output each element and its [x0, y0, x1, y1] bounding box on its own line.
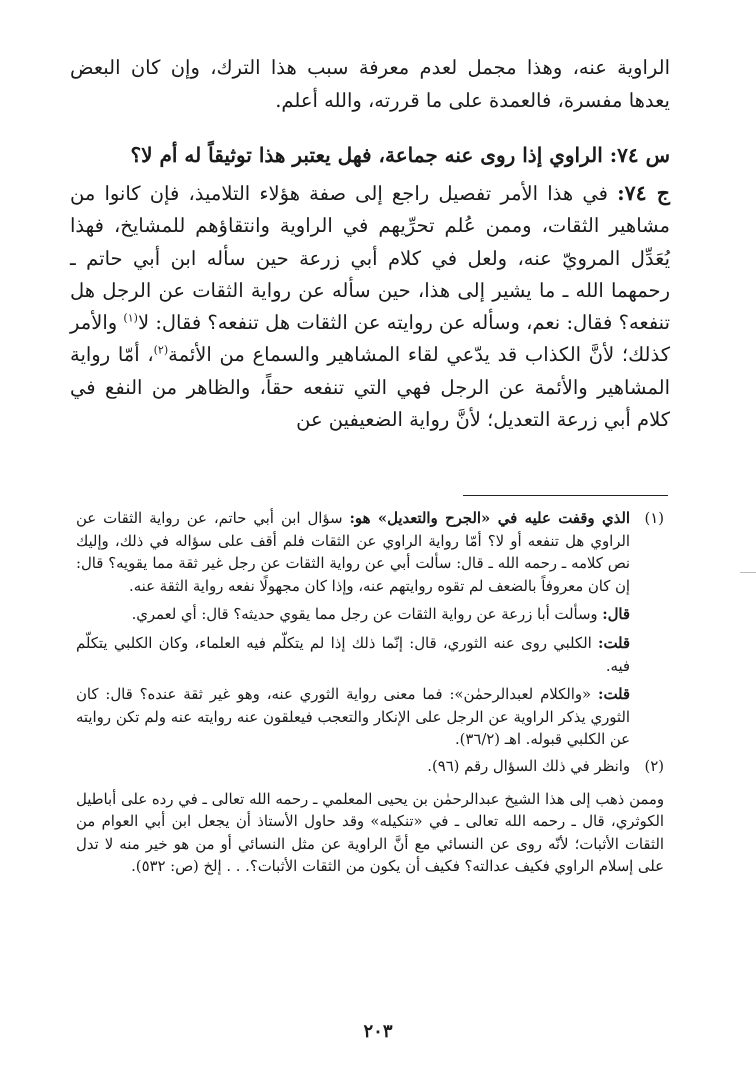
footnote-2-text: وانظر في ذلك السؤال رقم (٩٦). [427, 757, 630, 775]
footnote-2-number: (٢) [644, 757, 664, 775]
footnote-1-para-3 [76, 633, 630, 678]
footnote-1-text: سؤال ابن أبي حاتم، عن رواية الثقات عن الراوي هل تنفعه أو لا؟ أمّا رواية الراوي عن الثقات فلم أقف على سؤاله في ذلك، وإليك نص كلامه ـ رحمه الله ـ قال: سألت أبي عن رواية الثقات عن رجل غير ثقة مما يقويه؟ قال: إن كان معروفاً بالضعف لم تقوه روايتهم عنه، وإذا كان مجهولًا نفعه رواية الثقة عنه. [76, 510, 630, 595]
footnote-1-para-2 [76, 604, 630, 627]
scan-edge-mark [740, 572, 756, 573]
footnote-1-para-4-lead: قلت: [598, 686, 630, 704]
intro-paragraph: الراوية عنه، وهذا مجمل لعدم معرفة سبب هذا الترك، وإن كان البعض يعدها مفسرة، فالعمدة على ما قررته، والله أعلم. [70, 56, 670, 112]
footnote-1-para-2-lead: قال: [602, 606, 630, 624]
footnote-1-lead: الذي وقفت عليه في «الجرح والتعديل» هو: [349, 510, 630, 527]
footnote-ref-2[interactable]: (٢) [153, 343, 169, 357]
footnote-closing-paragraph: وممن ذهب إلى هذا الشيخ عبدالرحمٰن بن يحيى المعلمي ـ رحمه الله تعالى ـ في رده على أباطيل الكوثري، قال ـ رحمه الله تعالى ـ في «تنكيله» وقد حاول الأستاذ أن يجعل ابن أبي العوام من الثقات الأثبات؛ لأنّه روى عن النسائي مع أنَّ الراوية عن مثل النسائي أو من هو خير منه لا تدل على إسلام الراوي فكيف عدالته؟ فكيف أن يكون من الثقات الأثبات؟. . . إلخ (ص: ٥٣٢). [76, 790, 664, 876]
page-number: ٢٠٣ [363, 1021, 393, 1042]
footnote-ref-1[interactable]: (١) [123, 311, 138, 325]
footnote-2 [76, 756, 664, 779]
question-heading: س ٧٤: الراوي إذا روى عنه جماعة، فهل يعتبر هذا توثيقاً له أم لا؟ [130, 143, 670, 167]
footnotes [76, 508, 664, 879]
answer-paragraph [70, 177, 670, 436]
footnote-1-para-3-lead: قلت: [598, 634, 630, 652]
footnote-1-number: (١) [644, 510, 664, 527]
footnote-1 [76, 508, 664, 752]
footnote-1-para-4 [76, 684, 630, 752]
footnote-1-para-2-text: وسألت أبا زرعة عن رواية الثقات عن رجل مما يقوي حديثه؟ قال: أي لعمري. [131, 606, 603, 624]
answer-text-part-1: في هذا الأمر تفصيل راجع إلى صفة هؤلاء التلاميذ، فإن كانوا من مشاهير الثقات، وممن عُلم تحرِّيهم في الراوية وانتقاؤهم للمشايخ، فهذا يُعَدِّل المرويّ عنه، ولعل في كلام أبي زرعة حين سأله ابن أبي حاتم ـ رحمهما الله ـ ما يشير إلى هذا، حين سأله عن رواية الثقات عن الرجل هل تنفعه؟ فقال: نعم، وسأله عن روايته عن الثقات هل تنفعه؟ فقال: لا [70, 182, 670, 335]
main-text [70, 52, 670, 436]
footnote-divider [463, 495, 668, 496]
footnote-1-para-3-text: الكلبي روى عنه الثوري، قال: إنّما ذلك إذا لم يتكلّم فيه العلماء، وكان الكلبي يتكلّم فيه. [76, 634, 630, 675]
footnote-1-para-4-text: «والكلام لعبدالرحمٰن»: فما معنى رواية الثوري عنه، وهو غير ثقة عنده؟ قال: كان الثوري يذكر الراوية عن الرجل على الإنكار والتعجب فيعلقون عنه روايته عنه ولم تكن روايته عن الكلبي قبوله. اهـ (٣٦/٢). [76, 686, 630, 749]
answer-label: ج ٧٤: [617, 181, 670, 205]
answer-text-part-3: ، أمّا رواية المشاهير والأئمة عن الرجل فهي التي تنفعه حقاً، والظاهر من النفع في كلام أبي زرعة التعديل؛ لأنَّ رواية الضعيفين عن [70, 343, 670, 432]
answer-text-part-2: والأمر كذلك؛ لأنَّ الكذاب قد يدّعي لقاء المشاهير والسماع من الأئمة [70, 311, 670, 367]
footnote-1-body [76, 508, 630, 598]
